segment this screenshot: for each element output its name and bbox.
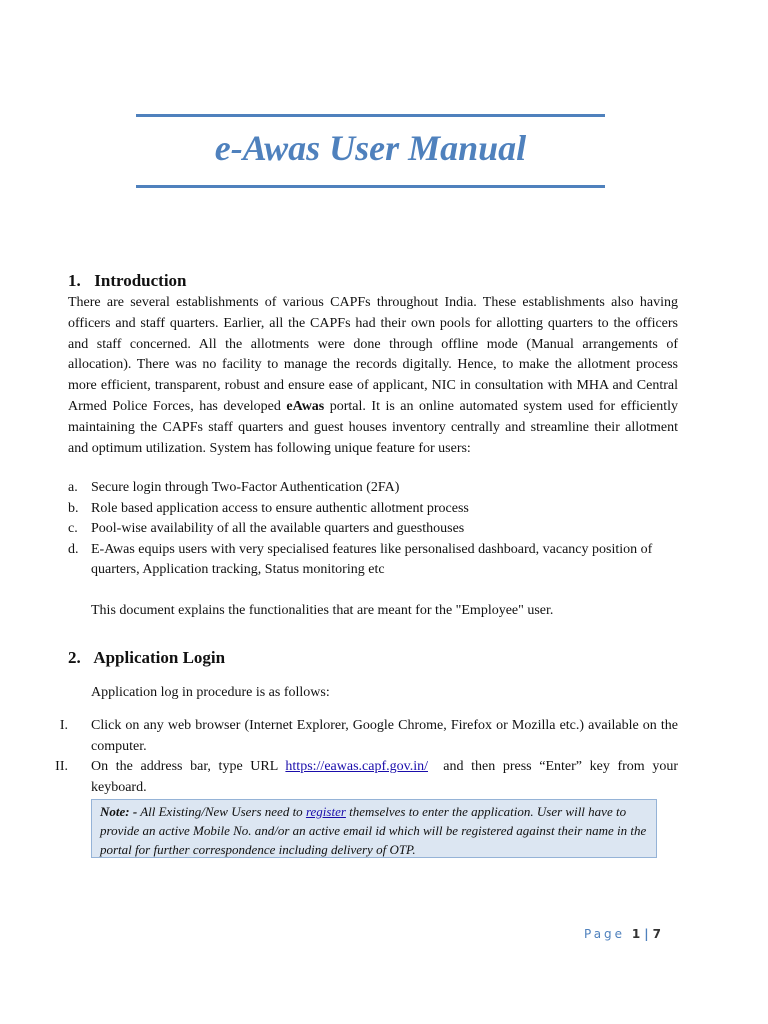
feature-list	[68, 478, 678, 581]
section-number: 2.	[68, 648, 81, 667]
note-text-after: themselves to enter the application. User will have to provide an active Mobile No. and/or an active email id which will be registered against their name in the portal for further correspondence including delivery of OTP.	[100, 804, 647, 857]
title-rule-top	[136, 114, 605, 117]
list-item	[68, 540, 678, 581]
step-marker: II.	[55, 759, 68, 775]
section-number: 1.	[68, 271, 81, 290]
title-rule-bottom	[136, 185, 605, 188]
login-intro-text: Application log in procedure is as follows:	[91, 685, 330, 700]
step-text-after: and then press “Enter” key from your keyboard.	[91, 759, 682, 795]
list-marker: a.	[68, 480, 78, 495]
list-marker: b.	[68, 500, 79, 516]
list-item	[68, 519, 678, 540]
footer-page-number: 1	[631, 927, 641, 941]
register-link[interactable]: register	[305, 804, 346, 819]
step-text-before: On the address bar, type URL	[91, 759, 286, 775]
section-title: Application Login	[93, 648, 226, 667]
list-item	[50, 716, 678, 757]
introduction-paragraph	[68, 293, 678, 459]
footer-page-label: Page	[584, 927, 626, 941]
step-text: Click on any web browser (Internet Explorer, Google Chrome, Firefox or Mozilla etc.) available on the computer.	[91, 718, 678, 754]
note-text-before: All Existing/New Users need to	[137, 804, 306, 819]
list-item-text: Role based application access to ensure authentic allotment process	[91, 500, 469, 516]
list-marker: d.	[68, 541, 79, 557]
intro-portal-name: eAwas	[286, 398, 325, 414]
list-item	[50, 757, 682, 798]
document-title: e-Awas User Manual	[214, 128, 527, 168]
step-marker: I.	[59, 718, 68, 733]
intro-text-after: portal. It is an online automated system used for efficiently maintaining the CAPFs staff quarters and guest houses inventory centrally and streamline their allotment and optimum utilization. System has following unique feature for users:	[68, 398, 678, 456]
section-title: Introduction	[94, 271, 187, 290]
intro-text-before: There are several establishments of various CAPFs throughout India. These establishments also having officers and staff quarters. Earlier, all the CAPFs had their own pools for allotting quarters to the officers and staff concerned. All the allotments were done through offline mode (Manual arrangements of allocation). There was no facility to manage the records digitally. Hence, to make the allotment process more efficient, transparent, robust and ensure ease of applicant, NIC in consultation with MHA and Central Armed Police Forces, has developed	[68, 295, 678, 414]
portal-url-link[interactable]: https://eawas.capf.gov.in/	[285, 759, 428, 775]
footer-separator: |	[644, 927, 649, 941]
section-heading-application-login	[68, 647, 225, 669]
document-scope-text: This document explains the functionalities that are meant for the "Employee" user.	[91, 603, 554, 618]
list-item-text: Secure login through Two-Factor Authentication (2FA)	[91, 480, 400, 495]
footer-page-total: 7	[652, 927, 661, 941]
list-item-text: Pool-wise availability of all the available quarters and guesthouses	[91, 521, 465, 537]
list-item-text: E-Awas equips users with very specialised features like personalised dashboard, vacancy position of quarters, Application tracking, Status monitoring etc	[91, 541, 653, 578]
section-heading-introduction	[68, 270, 187, 292]
list-marker: c.	[68, 521, 78, 537]
list-item	[68, 499, 678, 520]
note-label: Note: -	[100, 804, 138, 819]
list-item	[68, 478, 678, 499]
page-footer	[584, 927, 661, 941]
note-box	[91, 799, 657, 858]
login-steps	[50, 716, 682, 798]
